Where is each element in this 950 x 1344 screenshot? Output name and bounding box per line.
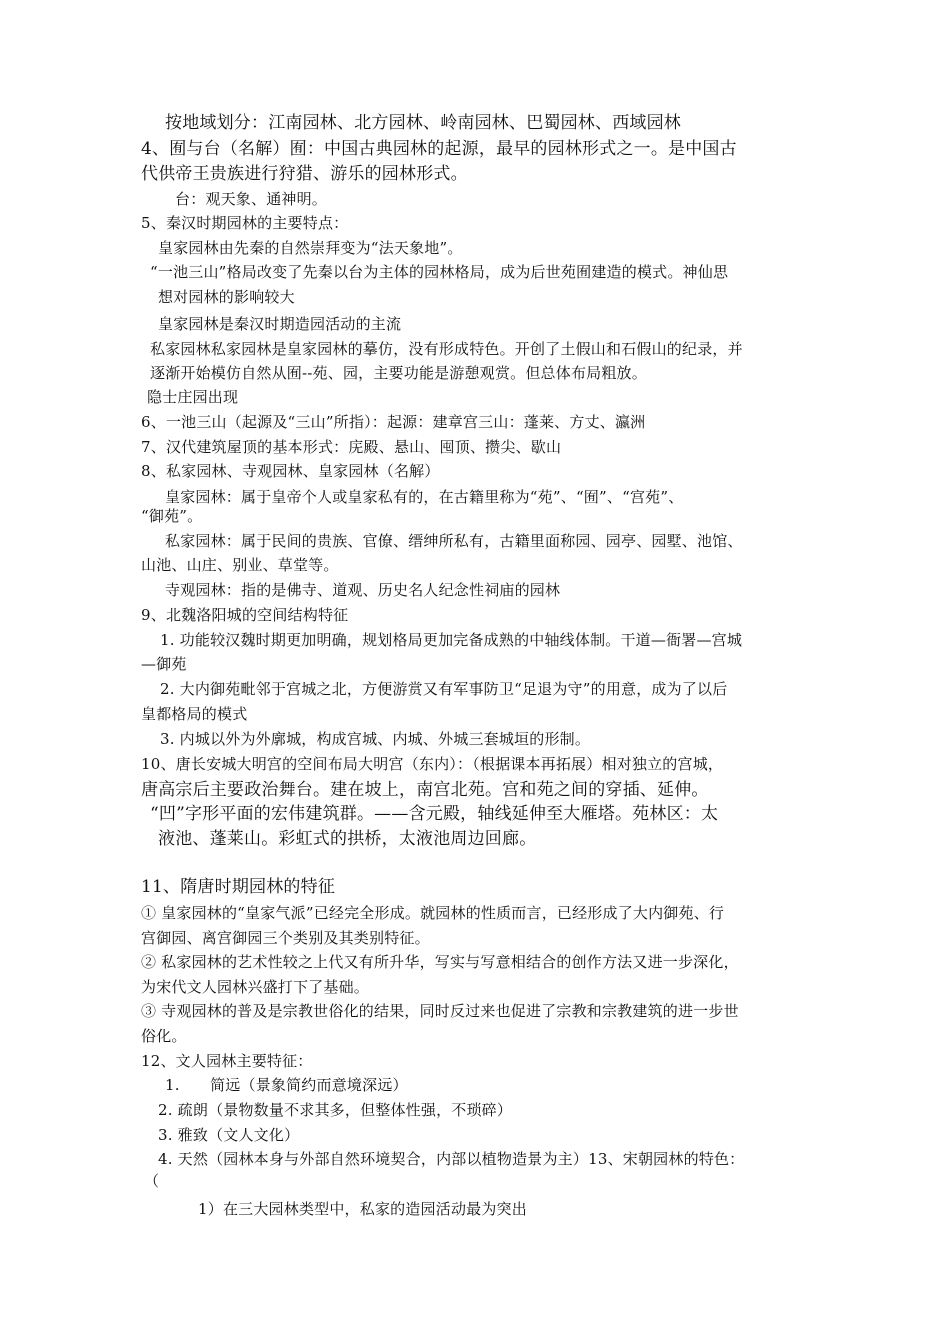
text-line: 逐渐开始模仿自然从囿--苑、园，主要功能是游憩观赏。但总体布局粗放。 [150,364,647,382]
text-line: 按地域划分：江南园林、北方园林、岭南园林、巴蜀园林、西域园林 [165,113,681,133]
text-line: 6、一池三山（起源及“三山”所指）：起源：建章宫三山：蓬莱、方丈、瀛洲 [141,413,646,431]
text-line: 2. 大内御苑毗邻于宫城之北，方便游赏又有军事防卫“足退为守”的用意，成为了以后 [160,680,728,698]
text-line: 1. 功能较汉魏时期更加明确，规划格局更加完备成熟的中轴线体制。干道—衙署—宫城 [160,631,743,649]
text-line: 皇家园林是秦汉时期造园活动的主流 [158,315,402,333]
text-line: 3. 雅致（文人文化） [158,1126,300,1144]
text-line: 私家园林私家园林是皇家园林的摹仿，没有形成特色。开创了土假山和石假山的纪录，并 [150,340,743,358]
text-line: 隐士庄园出现 [147,388,239,406]
text-line: 7、汉代建筑屋顶的基本形式：庑殿、悬山、囤顶、攒尖、歇山 [141,438,562,456]
text-line: 2. 疏朗（景物数量不求其多，但整体性强，不琐碎） [158,1101,513,1119]
text-line: 1. 简远（景象简约而意境深远） [165,1076,408,1094]
text-line: ② 私家园林的艺术性较之上代又有所升华，写实与写意相结合的创作方法又进一步深化， [141,953,739,971]
text-line: 皇都格局的模式 [141,705,248,723]
text-line: 想对园林的影响较大 [158,288,295,306]
text-line: ③ 寺观园林的普及是宗教世俗化的结果，同时反过来也促进了宗教和宗教建筑的进一步世 [141,1002,739,1020]
text-line: “一池三山”格局改变了先秦以台为主体的园林格局，成为后世苑囿建造的模式。神仙思 [150,263,729,281]
text-line: 俗化。 [141,1027,187,1045]
text-line: 宫御园、离宫御园三个类别及其类别特征。 [141,929,430,947]
text-line: 11、隋唐时期园林的特征 [141,877,336,897]
text-line: 为宋代文人园林兴盛打下了基础。 [141,978,370,996]
text-line: 8、私家园林、寺观园林、皇家园林（名解） [141,462,440,480]
text-line: 山池、山庄、别业、草堂等。 [141,556,339,574]
text-line: 1）在三大园林类型中，私家的造园活动最为突出 [198,1200,527,1218]
text-line: 5、秦汉时期园林的主要特点： [141,214,349,232]
text-line: 4. 天然（园林本身与外部自然环境契合，内部以植物造景为主）13、宋朝园林的特色： [158,1150,745,1168]
text-line: “御苑”。 [141,507,203,525]
text-line: 皇家园林由先秦的自然崇拜变为“法天象地”。 [158,239,463,257]
text-line: 10、唐长安城大明宫的空间布局大明宫（东内）：（根据课本再拓展）相对独立的宫城， [141,755,724,773]
text-line: 9、北魏洛阳城的空间结构特征 [141,606,349,624]
text-line: 3. 内城以外为外廓城，构成宫城、内城、外城三套城垣的形制。 [160,730,591,748]
text-line: —御苑 [141,655,187,673]
text-line: 寺观园林：指的是佛寺、道观、历史名人纪念性祠庙的园林 [165,581,561,599]
text-line: 台：观天象、通神明。 [175,190,328,208]
text-line: 皇家园林：属于皇帝个人或皇家私有的，在古籍里称为“苑”、“囿”、“宫苑”、 [165,488,684,506]
text-line: ① 皇家园林的“皇家气派”已经完全形成。就园林的性质而言，已经形成了大内御苑、行 [141,904,725,922]
text-line: “凹”字形平面的宏伟建筑群。——含元殿，轴线延伸至大雁塔。苑林区：太 [150,804,719,824]
text-line: 私家园林：属于民间的贵族、官僚、缙绅所私有，古籍里面称园、园亭、园墅、池馆、 [165,532,743,550]
text-line: 12、文人园林主要特征： [141,1052,313,1070]
text-line: 4、囿与台（名解）囿：中国古典园林的起源，最早的园林形式之一。是中国古 [141,139,737,159]
text-line: （ [144,1172,160,1190]
text-line: 唐高宗后主要政治舞台。建在坡上，南宫北苑。宫和苑之间的穿插、延伸。 [141,780,709,800]
text-line: 代供帝王贵族进行狩猎、游乐的园林形式。 [141,164,468,184]
text-line: 液池、蓬莱山。彩虹式的拱桥，太液池周边回廊。 [158,829,537,849]
